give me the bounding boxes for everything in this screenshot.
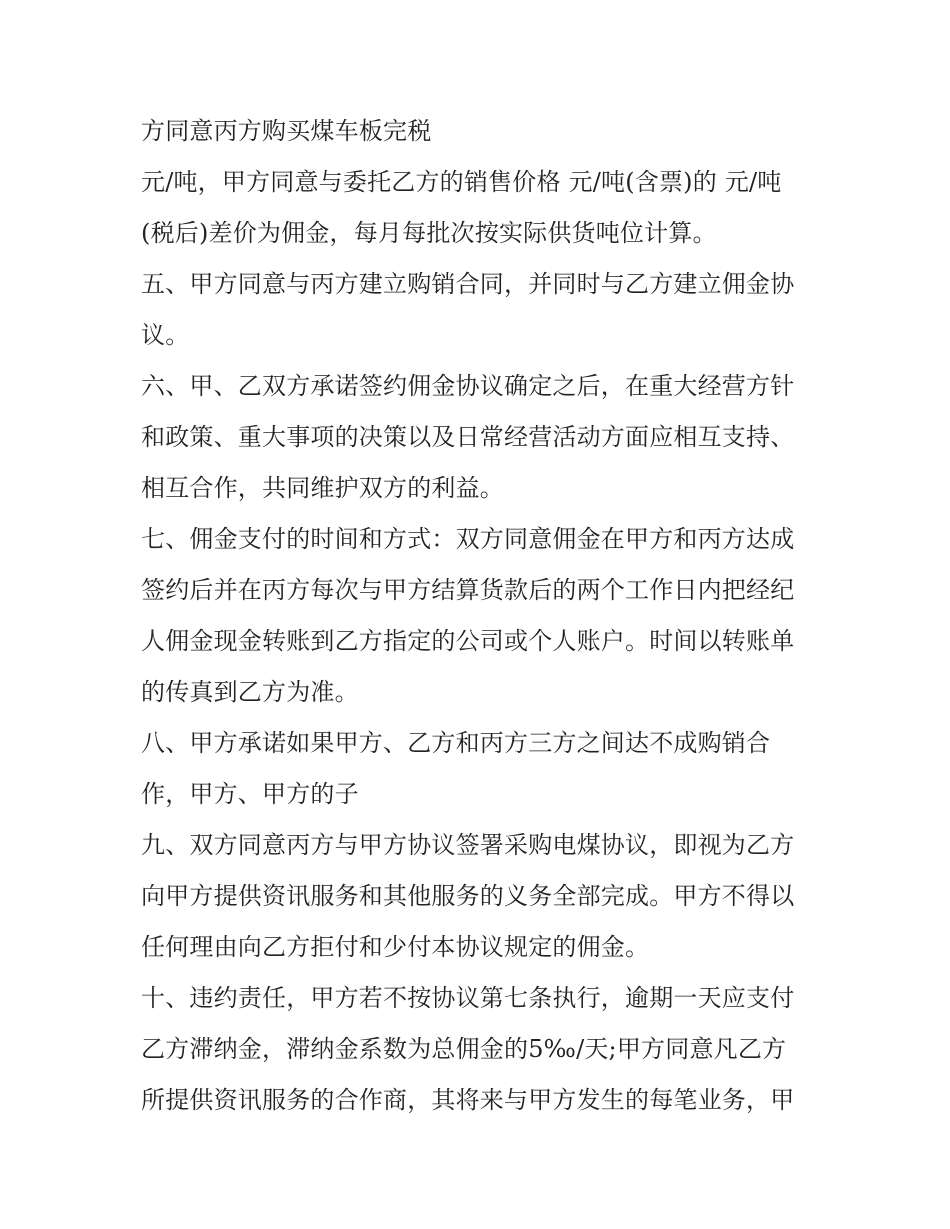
text-line: 元/吨，甲方同意与委托乙方的销售价格 元/吨(含票)的 元/吨 xyxy=(141,168,782,196)
text-line: 任何理由向乙方拒付和少付本协议规定的佣金。 xyxy=(141,933,650,961)
document-body xyxy=(141,106,821,1126)
text-line: 议。 xyxy=(141,321,190,349)
text-line: 八、甲方承诺如果甲方、乙方和丙方三方之间达不成购销合 xyxy=(141,729,771,757)
text-line: 方同意丙方购买煤车板完税 xyxy=(141,117,432,145)
text-line: 乙方滞纳金，滞纳金系数为总佣金的5‰/天;甲方同意凡乙方 xyxy=(141,1035,787,1063)
text-line: 五、甲方同意与丙方建立购销合同，并同时与乙方建立佣金协 xyxy=(141,270,795,298)
text-line: 作，甲方、甲方的子 xyxy=(141,780,359,808)
text-line: 和政策、重大事项的决策以及日常经营活动方面应相互支持、 xyxy=(141,423,795,451)
text-line: 的传真到乙方为准。 xyxy=(141,678,359,706)
text-line: 签约后并在丙方每次与甲方结算货款后的两个工作日内把经纪 xyxy=(141,576,795,604)
text-line: 人佣金现金转账到乙方指定的公司或个人账户。时间以转账单 xyxy=(141,627,795,655)
text-line: 十、违约责任，甲方若不按协议第七条执行，逾期一天应支付 xyxy=(141,984,795,1012)
text-line: 九、双方同意丙方与甲方协议签署采购电煤协议，即视为乙方 xyxy=(141,831,795,859)
text-line: 相互合作，共同维护双方的利益。 xyxy=(141,474,504,502)
text-line: 所提供资讯服务的合作商，其将来与甲方发生的每笔业务，甲 xyxy=(141,1086,795,1114)
text-line: 六、甲、乙双方承诺签约佣金协议确定之后，在重大经营方针 xyxy=(141,372,795,400)
text-line: 向甲方提供资讯服务和其他服务的义务全部完成。甲方不得以 xyxy=(141,882,795,910)
text-line: (税后)差价为佣金，每月每批次按实际供货吨位计算。 xyxy=(141,219,717,247)
text-line: 七、佣金支付的时间和方式：双方同意佣金在甲方和丙方达成 xyxy=(141,525,795,553)
